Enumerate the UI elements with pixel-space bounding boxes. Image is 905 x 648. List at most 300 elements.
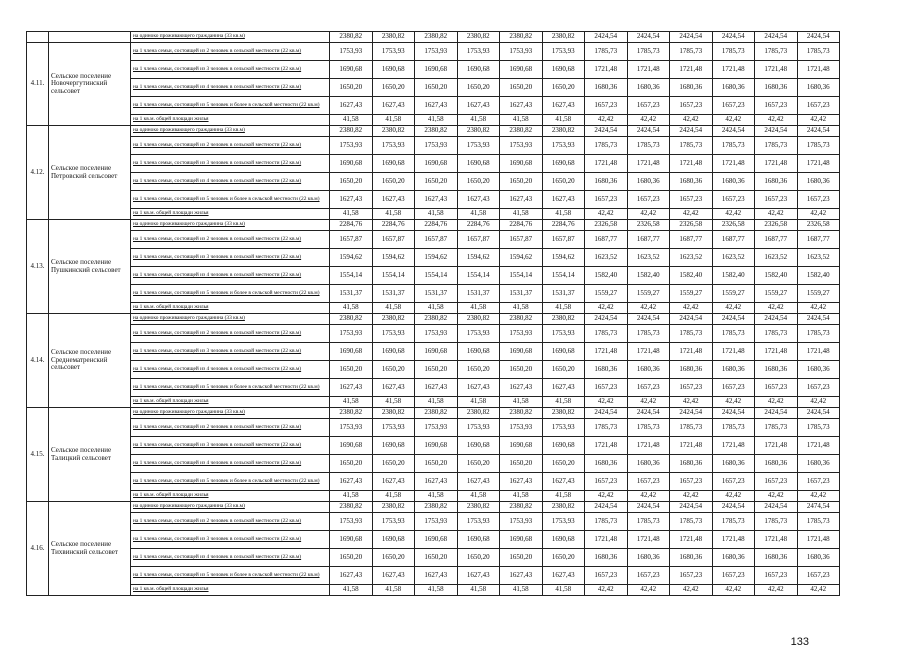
value-cell: 1753,93 (372, 419, 415, 437)
table-row (27, 549, 840, 567)
value-cell: 1582,40 (712, 267, 755, 285)
value-cell: 1680,36 (755, 173, 798, 191)
value-cell: 1554,14 (500, 267, 543, 285)
value-cell: 1680,36 (797, 549, 840, 567)
value-cell: 2380,82 (415, 408, 458, 419)
value-cell: 1680,36 (712, 549, 755, 567)
table-row (27, 473, 840, 491)
value-cell: 1627,43 (330, 567, 373, 585)
value-cell: 2424,54 (627, 314, 670, 325)
value-cell: 1657,23 (755, 97, 798, 115)
value-cell: 2380,82 (457, 126, 500, 137)
value-cell: 42,42 (585, 115, 628, 126)
value-cell: 1721,48 (797, 437, 840, 455)
value-cell: 2424,54 (755, 314, 798, 325)
value-cell: 1680,36 (755, 549, 798, 567)
value-cell: 1650,20 (457, 173, 500, 191)
table-row (27, 285, 840, 303)
value-cell: 2424,54 (585, 408, 628, 419)
value-cell: 42,42 (585, 491, 628, 502)
value-cell: 1594,62 (500, 249, 543, 267)
value-cell: 1690,68 (500, 531, 543, 549)
value-cell: 1753,93 (415, 137, 458, 155)
value-cell: 1554,14 (457, 267, 500, 285)
settlement-cell: Сельское поселение Пушкинский сельсовет (49, 220, 131, 314)
value-cell: 1680,36 (585, 79, 628, 97)
value-cell: 2380,82 (457, 314, 500, 325)
value-cell: 1559,27 (797, 285, 840, 303)
value-cell: 1680,36 (627, 361, 670, 379)
value-cell: 1627,43 (330, 191, 373, 209)
value-cell: 1627,43 (415, 379, 458, 397)
value-cell: 2424,54 (585, 32, 628, 43)
table-row (27, 231, 840, 249)
value-cell: 1785,73 (585, 325, 628, 343)
value-cell: 1650,20 (372, 173, 415, 191)
value-cell: 2424,54 (797, 408, 840, 419)
value-cell: 1627,43 (330, 473, 373, 491)
value-cell: 1623,52 (585, 249, 628, 267)
value-cell: 1785,73 (627, 43, 670, 61)
value-cell: 1721,48 (712, 437, 755, 455)
value-cell: 1627,43 (415, 567, 458, 585)
value-cell: 1680,36 (712, 79, 755, 97)
value-cell: 2380,82 (415, 502, 458, 513)
value-cell: 2424,54 (797, 126, 840, 137)
value-cell: 1785,73 (755, 513, 798, 531)
value-cell: 1657,23 (670, 473, 713, 491)
value-cell: 1690,68 (372, 155, 415, 173)
row-index-cell (27, 32, 49, 43)
value-cell: 41,58 (372, 585, 415, 596)
value-cell: 42,42 (670, 209, 713, 220)
value-cell: 2380,82 (542, 314, 585, 325)
table-row (27, 585, 840, 596)
value-cell: 1690,68 (330, 61, 373, 79)
table-row (27, 567, 840, 585)
value-cell: 1627,43 (330, 379, 373, 397)
value-cell: 1559,27 (627, 285, 670, 303)
value-cell: 41,58 (415, 303, 458, 314)
value-cell: 1721,48 (585, 531, 628, 549)
value-cell: 1657,23 (712, 191, 755, 209)
value-cell: 2380,82 (542, 502, 585, 513)
value-cell: 1594,62 (415, 249, 458, 267)
value-cell: 1650,20 (542, 455, 585, 473)
value-cell: 1785,73 (670, 513, 713, 531)
value-cell: 1753,93 (372, 325, 415, 343)
value-cell: 1690,68 (372, 437, 415, 455)
value-cell: 1753,93 (372, 137, 415, 155)
row-label: на 1 члена семьи, состоящей из 3 человек в сельской местности (22 кв.м) (131, 531, 330, 549)
value-cell: 1657,23 (627, 567, 670, 585)
row-label: на 1 члена семьи, состоящей из 2 человек в сельской местности (22 кв.м) (131, 513, 330, 531)
row-label: на одиноко проживающего гражданина (33 кв.м) (131, 32, 330, 43)
value-cell: 42,42 (797, 491, 840, 502)
value-cell: 1627,43 (457, 379, 500, 397)
value-cell: 1680,36 (585, 549, 628, 567)
value-cell: 42,42 (627, 585, 670, 596)
value-cell: 1627,43 (500, 191, 543, 209)
row-label: на одиноко проживающего гражданина (33 кв.м) (131, 502, 330, 513)
value-cell: 41,58 (330, 303, 373, 314)
value-cell: 1753,93 (330, 419, 373, 437)
value-cell: 1690,68 (372, 343, 415, 361)
row-index-cell: 4.15. (27, 408, 49, 502)
value-cell: 42,42 (712, 397, 755, 408)
value-cell: 42,42 (797, 115, 840, 126)
table-row (27, 267, 840, 285)
value-cell: 42,42 (755, 491, 798, 502)
value-cell: 42,42 (755, 209, 798, 220)
value-cell: 2380,82 (542, 408, 585, 419)
value-cell: 2380,82 (415, 314, 458, 325)
value-cell: 42,42 (627, 397, 670, 408)
row-label: на 1 члена семьи, состоящей из 2 человек в сельской местности (22 кв.м) (131, 419, 330, 437)
value-cell: 1531,37 (542, 285, 585, 303)
value-cell: 1627,43 (542, 567, 585, 585)
row-label: на 1 кв.м. общей площади жилья (131, 209, 330, 220)
value-cell: 1657,87 (415, 231, 458, 249)
value-cell: 1657,23 (755, 191, 798, 209)
value-cell: 1753,93 (330, 325, 373, 343)
value-cell: 1785,73 (755, 325, 798, 343)
value-cell: 1690,68 (500, 155, 543, 173)
value-cell: 1690,68 (542, 155, 585, 173)
value-cell: 1657,23 (755, 567, 798, 585)
value-cell: 41,58 (542, 397, 585, 408)
value-cell: 1594,62 (330, 249, 373, 267)
value-cell: 1785,73 (585, 419, 628, 437)
value-cell: 2424,54 (797, 314, 840, 325)
value-cell: 2424,54 (670, 408, 713, 419)
value-cell: 1680,36 (585, 173, 628, 191)
value-cell: 1627,43 (330, 97, 373, 115)
value-cell: 1721,48 (627, 61, 670, 79)
value-cell: 2424,54 (670, 126, 713, 137)
value-cell: 1657,23 (797, 191, 840, 209)
value-cell: 1721,48 (585, 61, 628, 79)
value-cell: 1690,68 (415, 61, 458, 79)
table-row (27, 419, 840, 437)
value-cell: 2380,82 (457, 408, 500, 419)
row-index-cell: 4.16. (27, 502, 49, 596)
value-cell: 1627,43 (415, 191, 458, 209)
value-cell: 1753,93 (457, 419, 500, 437)
value-cell: 2284,76 (500, 220, 543, 231)
tariff-table (26, 31, 840, 596)
value-cell: 1594,62 (372, 249, 415, 267)
value-cell: 1582,40 (797, 267, 840, 285)
value-cell: 1721,48 (627, 437, 670, 455)
value-cell: 2424,54 (712, 408, 755, 419)
value-cell: 2424,54 (670, 314, 713, 325)
value-cell: 41,58 (542, 303, 585, 314)
value-cell: 2380,82 (500, 32, 543, 43)
value-cell: 42,42 (755, 115, 798, 126)
value-cell: 1721,48 (755, 343, 798, 361)
value-cell: 1623,52 (670, 249, 713, 267)
value-cell: 42,42 (627, 303, 670, 314)
value-cell: 2380,82 (457, 32, 500, 43)
value-cell: 42,42 (670, 397, 713, 408)
value-cell: 1582,40 (585, 267, 628, 285)
value-cell: 42,42 (797, 585, 840, 596)
value-cell: 42,42 (712, 209, 755, 220)
row-label: на 1 члена семьи, состоящей из 2 человек в сельской местности (22 кв.м) (131, 137, 330, 155)
value-cell: 1627,43 (372, 567, 415, 585)
value-cell: 1753,93 (542, 137, 585, 155)
value-cell: 1753,93 (415, 43, 458, 61)
value-cell: 2380,82 (542, 32, 585, 43)
value-cell: 2380,82 (330, 126, 373, 137)
value-cell: 1623,52 (797, 249, 840, 267)
value-cell: 1680,36 (670, 361, 713, 379)
value-cell: 2424,54 (797, 32, 840, 43)
value-cell: 1650,20 (372, 455, 415, 473)
value-cell: 41,58 (500, 397, 543, 408)
row-index-cell: 4.14. (27, 314, 49, 408)
row-label: на 1 члена семьи, состоящей из 3 человек в сельской местности (22 кв.м) (131, 249, 330, 267)
value-cell: 1690,68 (457, 61, 500, 79)
value-cell: 1753,93 (330, 43, 373, 61)
value-cell: 1650,20 (415, 173, 458, 191)
value-cell: 1650,20 (542, 549, 585, 567)
row-label: на 1 члена семьи, состоящей из 4 человек в сельской местности (22 кв.м) (131, 455, 330, 473)
value-cell: 2424,54 (755, 408, 798, 419)
value-cell: 1650,20 (415, 361, 458, 379)
value-cell: 2284,76 (542, 220, 585, 231)
value-cell: 2380,82 (372, 126, 415, 137)
value-cell: 1785,73 (797, 513, 840, 531)
value-cell: 1657,23 (670, 567, 713, 585)
row-label: на 1 кв.м. общей площади жилья (131, 491, 330, 502)
settlement-cell: Сельское поселение Среднематренский сельсовет (49, 314, 131, 408)
table-row (27, 502, 840, 513)
value-cell: 1753,93 (500, 43, 543, 61)
value-cell: 1657,23 (797, 97, 840, 115)
value-cell: 2326,58 (712, 220, 755, 231)
value-cell: 1690,68 (415, 437, 458, 455)
value-cell: 1690,68 (457, 155, 500, 173)
value-cell: 1657,87 (372, 231, 415, 249)
value-cell: 41,58 (457, 397, 500, 408)
value-cell: 42,42 (797, 209, 840, 220)
value-cell: 1753,93 (415, 419, 458, 437)
value-cell: 1657,23 (627, 97, 670, 115)
value-cell: 1657,23 (627, 379, 670, 397)
table-row (27, 126, 840, 137)
value-cell: 42,42 (712, 115, 755, 126)
table-row (27, 314, 840, 325)
value-cell: 1627,43 (415, 473, 458, 491)
value-cell: 2424,54 (670, 32, 713, 43)
value-cell: 1627,43 (415, 97, 458, 115)
value-cell: 1657,87 (330, 231, 373, 249)
value-cell: 1650,20 (330, 79, 373, 97)
value-cell: 42,42 (670, 491, 713, 502)
value-cell: 42,42 (797, 397, 840, 408)
value-cell: 1753,93 (457, 43, 500, 61)
value-cell: 1657,23 (712, 97, 755, 115)
row-index-cell: 4.11. (27, 43, 49, 126)
value-cell: 1650,20 (330, 173, 373, 191)
value-cell: 1680,36 (712, 361, 755, 379)
value-cell: 1690,68 (415, 343, 458, 361)
settlement-cell (49, 32, 131, 43)
value-cell: 1721,48 (670, 531, 713, 549)
table-row (27, 531, 840, 549)
value-cell: 41,58 (330, 397, 373, 408)
row-label: на 1 члена семьи, состоящей из 4 человек в сельской местности (22 кв.м) (131, 361, 330, 379)
value-cell: 2284,76 (372, 220, 415, 231)
value-cell: 2380,82 (500, 502, 543, 513)
value-cell: 2424,54 (627, 126, 670, 137)
row-label: на одиноко проживающего гражданина (33 кв.м) (131, 314, 330, 325)
row-label: на одиноко проживающего гражданина (33 кв.м) (131, 408, 330, 419)
value-cell: 1650,20 (500, 549, 543, 567)
value-cell: 2326,58 (755, 220, 798, 231)
value-cell: 1687,77 (712, 231, 755, 249)
value-cell: 1785,73 (670, 43, 713, 61)
table-row (27, 249, 840, 267)
value-cell: 1721,48 (755, 61, 798, 79)
value-cell: 1721,48 (712, 531, 755, 549)
value-cell: 1753,93 (372, 513, 415, 531)
value-cell: 1753,93 (500, 137, 543, 155)
value-cell: 1582,40 (755, 267, 798, 285)
value-cell: 1650,20 (457, 79, 500, 97)
row-label: на 1 члена семьи, состоящей из 3 человек в сельской местности (22 кв.м) (131, 437, 330, 455)
value-cell: 1627,43 (500, 97, 543, 115)
value-cell: 1680,36 (712, 455, 755, 473)
value-cell: 1650,20 (542, 79, 585, 97)
table-row (27, 79, 840, 97)
value-cell: 2380,82 (330, 502, 373, 513)
value-cell: 41,58 (330, 209, 373, 220)
table-row (27, 437, 840, 455)
table-row (27, 455, 840, 473)
value-cell: 1680,36 (797, 455, 840, 473)
value-cell: 1680,36 (670, 173, 713, 191)
value-cell: 1721,48 (755, 437, 798, 455)
value-cell: 1627,43 (457, 97, 500, 115)
value-cell: 1690,68 (330, 437, 373, 455)
value-cell: 1690,68 (415, 155, 458, 173)
row-label: на 1 члена семьи, состоящей из 4 человек в сельской местности (22 кв.м) (131, 267, 330, 285)
row-label: на 1 члена семьи, состоящей из 3 человек в сельской местности (22 кв.м) (131, 343, 330, 361)
row-label: на 1 члена семьи, состоящей из 4 человек в сельской местности (22 кв.м) (131, 173, 330, 191)
value-cell: 1627,43 (542, 473, 585, 491)
value-cell: 1721,48 (670, 437, 713, 455)
value-cell: 2380,82 (500, 126, 543, 137)
table-row (27, 43, 840, 61)
value-cell: 1680,36 (797, 361, 840, 379)
value-cell: 1650,20 (372, 361, 415, 379)
settlement-cell: Сельское поселение Петровский сельсовет (49, 126, 131, 220)
value-cell: 1785,73 (712, 513, 755, 531)
value-cell: 2474,54 (797, 502, 840, 513)
row-label: на 1 члена семьи, состоящей из 5 человек и более в сельской местности (22 кв.м) (131, 473, 330, 491)
value-cell: 1753,93 (372, 43, 415, 61)
value-cell: 1623,52 (755, 249, 798, 267)
value-cell: 1582,40 (670, 267, 713, 285)
value-cell: 2424,54 (585, 126, 628, 137)
value-cell: 1650,20 (500, 455, 543, 473)
value-cell: 42,42 (627, 115, 670, 126)
value-cell: 1753,93 (542, 513, 585, 531)
value-cell: 1753,93 (457, 513, 500, 531)
value-cell: 41,58 (457, 491, 500, 502)
value-cell: 1721,48 (755, 155, 798, 173)
value-cell: 1753,93 (415, 513, 458, 531)
table-row (27, 209, 840, 220)
settlement-cell: Сельское поселение Новочергутинский сельсовет (49, 43, 131, 126)
value-cell: 1627,43 (457, 473, 500, 491)
value-cell: 1721,48 (797, 343, 840, 361)
value-cell: 1657,23 (627, 191, 670, 209)
row-label: на 1 члена семьи, состоящей из 5 человек и более в сельской местности (22 кв.м) (131, 285, 330, 303)
value-cell: 1680,36 (712, 173, 755, 191)
value-cell: 1623,52 (627, 249, 670, 267)
value-cell: 1657,87 (500, 231, 543, 249)
value-cell: 1559,27 (670, 285, 713, 303)
value-cell: 1690,68 (500, 437, 543, 455)
value-cell: 1785,73 (670, 419, 713, 437)
value-cell: 1657,87 (542, 231, 585, 249)
row-label: на 1 кв.м. общей площади жилья (131, 585, 330, 596)
value-cell: 1657,23 (755, 379, 798, 397)
value-cell: 1650,20 (372, 79, 415, 97)
value-cell: 1687,77 (755, 231, 798, 249)
value-cell: 2424,54 (755, 126, 798, 137)
value-cell: 1680,36 (755, 79, 798, 97)
value-cell: 1594,62 (542, 249, 585, 267)
value-cell: 2380,82 (372, 408, 415, 419)
value-cell: 1650,20 (415, 79, 458, 97)
value-cell: 1594,62 (457, 249, 500, 267)
value-cell: 41,58 (500, 491, 543, 502)
value-cell: 42,42 (670, 585, 713, 596)
value-cell: 1623,52 (712, 249, 755, 267)
value-cell: 1627,43 (372, 191, 415, 209)
value-cell: 1650,20 (372, 549, 415, 567)
value-cell: 1680,36 (670, 79, 713, 97)
value-cell: 1785,73 (627, 325, 670, 343)
value-cell: 41,58 (372, 209, 415, 220)
value-cell: 1650,20 (330, 549, 373, 567)
value-cell: 1657,23 (712, 379, 755, 397)
row-label: на 1 члена семьи, состоящей из 2 человек в сельской местности (22 кв.м) (131, 325, 330, 343)
value-cell: 1650,20 (330, 455, 373, 473)
value-cell: 41,58 (330, 115, 373, 126)
value-cell: 1687,77 (670, 231, 713, 249)
value-cell: 42,42 (585, 585, 628, 596)
value-cell: 1657,23 (797, 379, 840, 397)
value-cell: 1785,73 (797, 137, 840, 155)
value-cell: 1721,48 (670, 155, 713, 173)
value-cell: 41,58 (415, 397, 458, 408)
table-row (27, 173, 840, 191)
value-cell: 1785,73 (797, 325, 840, 343)
value-cell: 1650,20 (457, 549, 500, 567)
value-cell: 2380,82 (372, 32, 415, 43)
value-cell: 2284,76 (457, 220, 500, 231)
table-row (27, 379, 840, 397)
value-cell: 1650,20 (542, 361, 585, 379)
table-row (27, 61, 840, 79)
value-cell: 1785,73 (627, 419, 670, 437)
